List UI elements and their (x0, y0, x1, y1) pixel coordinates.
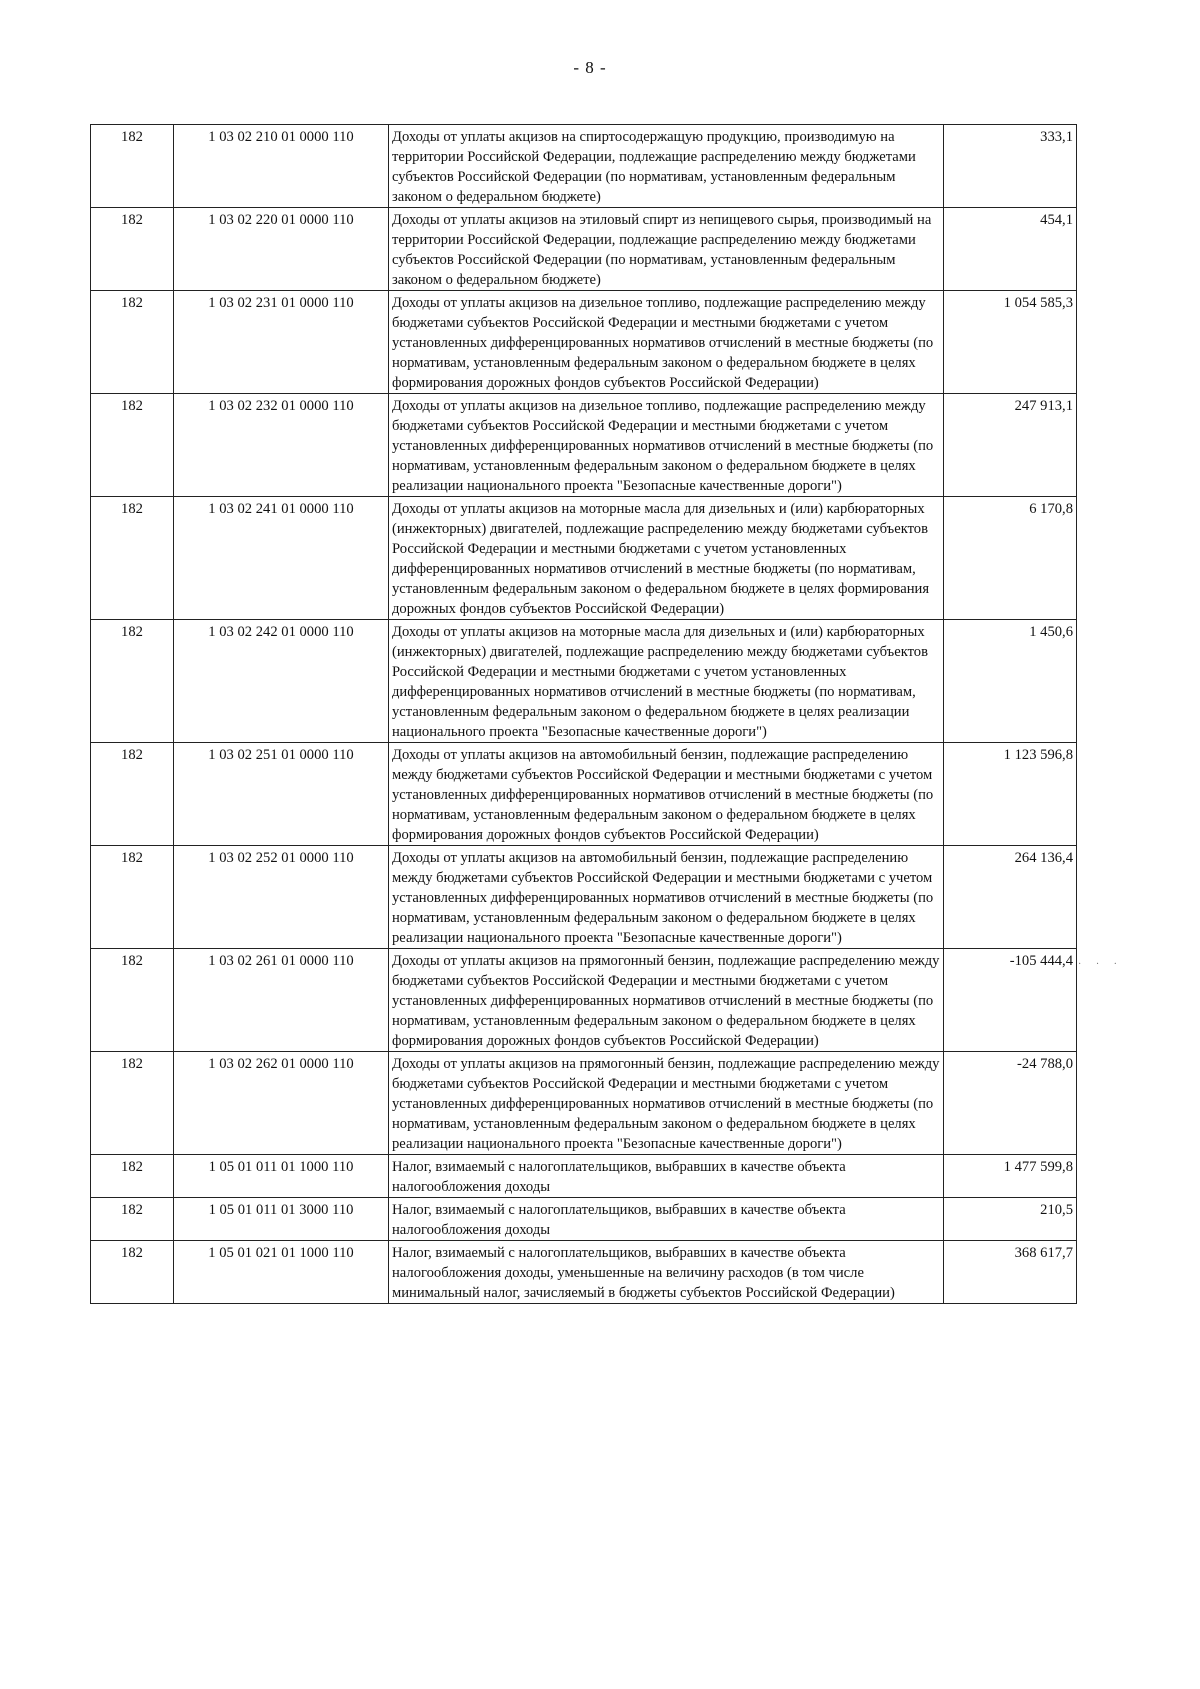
page-number: - 8 - (573, 58, 607, 77)
revenue-name-cell: Доходы от уплаты акцизов на дизельное топливо, подлежащие распределению между бюджетами субъектов Российской Федерации и местными бюджетами с учетом установленных дифференцированных нормативов отчислений в местные бюджеты (по нормативам, установленным федеральным законом о федеральном бюджете в целях формирования дорожных фондов субъектов Российской Федерации) (389, 291, 944, 394)
revenue-code-cell: 1 03 02 242 01 0000 110 (174, 620, 389, 743)
revenue-name-cell: Налог, взимаемый с налогоплательщиков, выбравших в качестве объекта налогообложения доходы, уменьшенные на величину расходов (в том числе минимальный налог, зачисляемый в бюджеты субъектов Российской Федерации) (389, 1241, 944, 1304)
amount-cell: -105 444,4 (944, 949, 1077, 1052)
revenue-code-cell: 1 03 02 252 01 0000 110 (174, 846, 389, 949)
amount-cell: 1 123 596,8 (944, 743, 1077, 846)
administrator-code-cell: 182 (91, 497, 174, 620)
table-row (91, 1198, 1077, 1241)
administrator-code-cell: 182 (91, 208, 174, 291)
administrator-code-cell: 182 (91, 846, 174, 949)
revenue-table-body (91, 125, 1077, 1304)
revenue-code-cell: 1 03 02 210 01 0000 110 (174, 125, 389, 208)
amount-cell: 247 913,1 (944, 394, 1077, 497)
revenue-code-cell: 1 05 01 011 01 3000 110 (174, 1198, 389, 1241)
table-row (91, 125, 1077, 208)
amount-cell: 368 617,7 (944, 1241, 1077, 1304)
table-row (91, 291, 1077, 394)
administrator-code-cell: 182 (91, 1241, 174, 1304)
table-row (91, 1155, 1077, 1198)
revenue-code-cell: 1 03 02 220 01 0000 110 (174, 208, 389, 291)
table-row (91, 1241, 1077, 1304)
table-row (91, 1052, 1077, 1155)
revenue-code-cell: 1 03 02 231 01 0000 110 (174, 291, 389, 394)
revenue-code-cell: 1 03 02 251 01 0000 110 (174, 743, 389, 846)
amount-cell: 1 054 585,3 (944, 291, 1077, 394)
amount-cell: 210,5 (944, 1198, 1077, 1241)
administrator-code-cell: 182 (91, 1052, 174, 1155)
amount-cell: 333,1 (944, 125, 1077, 208)
table-row (91, 620, 1077, 743)
administrator-code-cell: 182 (91, 1198, 174, 1241)
amount-cell: 1 450,6 (944, 620, 1077, 743)
revenue-name-cell: Доходы от уплаты акцизов на моторные масла для дизельных и (или) карбюраторных (инжекторных) двигателей, подлежащие распределению между бюджетами субъектов Российской Федерации и местными бюджетами с учетом установленных дифференцированных нормативов отчислений в местные бюджеты (по нормативам, установленным федеральным законом о федеральном бюджете в целях реализации национального проекта "Безопасные качественные дороги") (389, 620, 944, 743)
administrator-code-cell: 182 (91, 1155, 174, 1198)
amount-cell: -24 788,0 (944, 1052, 1077, 1155)
revenue-table (90, 124, 1077, 1304)
revenue-name-cell: Налог, взимаемый с налогоплательщиков, выбравших в качестве объекта налогообложения доходы (389, 1155, 944, 1198)
table-row (91, 497, 1077, 620)
table-row (91, 846, 1077, 949)
revenue-code-cell: 1 03 02 262 01 0000 110 (174, 1052, 389, 1155)
administrator-code-cell: 182 (91, 125, 174, 208)
revenue-name-cell: Доходы от уплаты акцизов на этиловый спирт из непищевого сырья, производимый на территории Российской Федерации, подлежащие распределению между бюджетами субъектов Российской Федерации (по нормативам, установленным федеральным законом о федеральном бюджете) (389, 208, 944, 291)
amount-cell: 6 170,8 (944, 497, 1077, 620)
administrator-code-cell: 182 (91, 949, 174, 1052)
administrator-code-cell: 182 (91, 743, 174, 846)
table-row (91, 949, 1077, 1052)
revenue-code-cell: 1 05 01 011 01 1000 110 (174, 1155, 389, 1198)
administrator-code-cell: 182 (91, 291, 174, 394)
table-row (91, 208, 1077, 291)
revenue-name-cell: Доходы от уплаты акцизов на прямогонный бензин, подлежащие распределению между бюджетами субъектов Российской Федерации и местными бюджетами с учетом установленных дифференцированных нормативов отчислений в местные бюджеты (по нормативам, установленным федеральным законом о федеральном бюджете в целях реализации национального проекта "Безопасные качественные дороги") (389, 1052, 944, 1155)
revenue-name-cell: Налог, взимаемый с налогоплательщиков, выбравших в качестве объекта налогообложения доходы (389, 1198, 944, 1241)
revenue-name-cell: Доходы от уплаты акцизов на дизельное топливо, подлежащие распределению между бюджетами субъектов Российской Федерации и местными бюджетами с учетом установленных дифференцированных нормативов отчислений в местные бюджеты (по нормативам, установленным федеральным законом о федеральном бюджете в целях реализации национального проекта "Безопасные качественные дороги") (389, 394, 944, 497)
revenue-name-cell: Доходы от уплаты акцизов на моторные масла для дизельных и (или) карбюраторных (инжекторных) двигателей, подлежащие распределению между бюджетами субъектов Российской Федерации и местными бюджетами с учетом установленных дифференцированных нормативов отчислений в местные бюджеты (по нормативам, установленным федеральным законом о федеральном бюджете в целях формирования дорожных фондов субъектов Российской Федерации) (389, 497, 944, 620)
amount-cell: 454,1 (944, 208, 1077, 291)
amount-cell: 264 136,4 (944, 846, 1077, 949)
revenue-code-cell: 1 03 02 232 01 0000 110 (174, 394, 389, 497)
table-row (91, 743, 1077, 846)
revenue-name-cell: Доходы от уплаты акцизов на спиртосодержащую продукцию, производимую на территории Российской Федерации, подлежащие распределению между бюджетами субъектов Российской Федерации (по нормативам, установленным федеральным законом о федеральном бюджете) (389, 125, 944, 208)
revenue-name-cell: Доходы от уплаты акцизов на прямогонный бензин, подлежащие распределению между бюджетами субъектов Российской Федерации и местными бюджетами с учетом установленных дифференцированных нормативов отчислений в местные бюджеты (по нормативам, установленным федеральным законом о федеральном бюджете в целях формирования дорожных фондов субъектов Российской Федерации) (389, 949, 944, 1052)
administrator-code-cell: 182 (91, 620, 174, 743)
administrator-code-cell: 182 (91, 394, 174, 497)
revenue-code-cell: 1 03 02 261 01 0000 110 (174, 949, 389, 1052)
amount-cell: 1 477 599,8 (944, 1155, 1077, 1198)
scan-specks: · · · (1078, 959, 1123, 970)
revenue-code-cell: 1 05 01 021 01 1000 110 (174, 1241, 389, 1304)
table-row (91, 394, 1077, 497)
revenue-name-cell: Доходы от уплаты акцизов на автомобильный бензин, подлежащие распределению между бюджетами субъектов Российской Федерации и местными бюджетами с учетом установленных дифференцированных нормативов отчислений в местные бюджеты (по нормативам, установленным федеральным законом о федеральном бюджете в целях формирования дорожных фондов субъектов Российской Федерации) (389, 743, 944, 846)
revenue-name-cell: Доходы от уплаты акцизов на автомобильный бензин, подлежащие распределению между бюджетами субъектов Российской Федерации и местными бюджетами с учетом установленных дифференцированных нормативов отчислений в местные бюджеты (по нормативам, установленным федеральным законом о федеральном бюджете в целях реализации национального проекта "Безопасные качественные дороги") (389, 846, 944, 949)
revenue-code-cell: 1 03 02 241 01 0000 110 (174, 497, 389, 620)
